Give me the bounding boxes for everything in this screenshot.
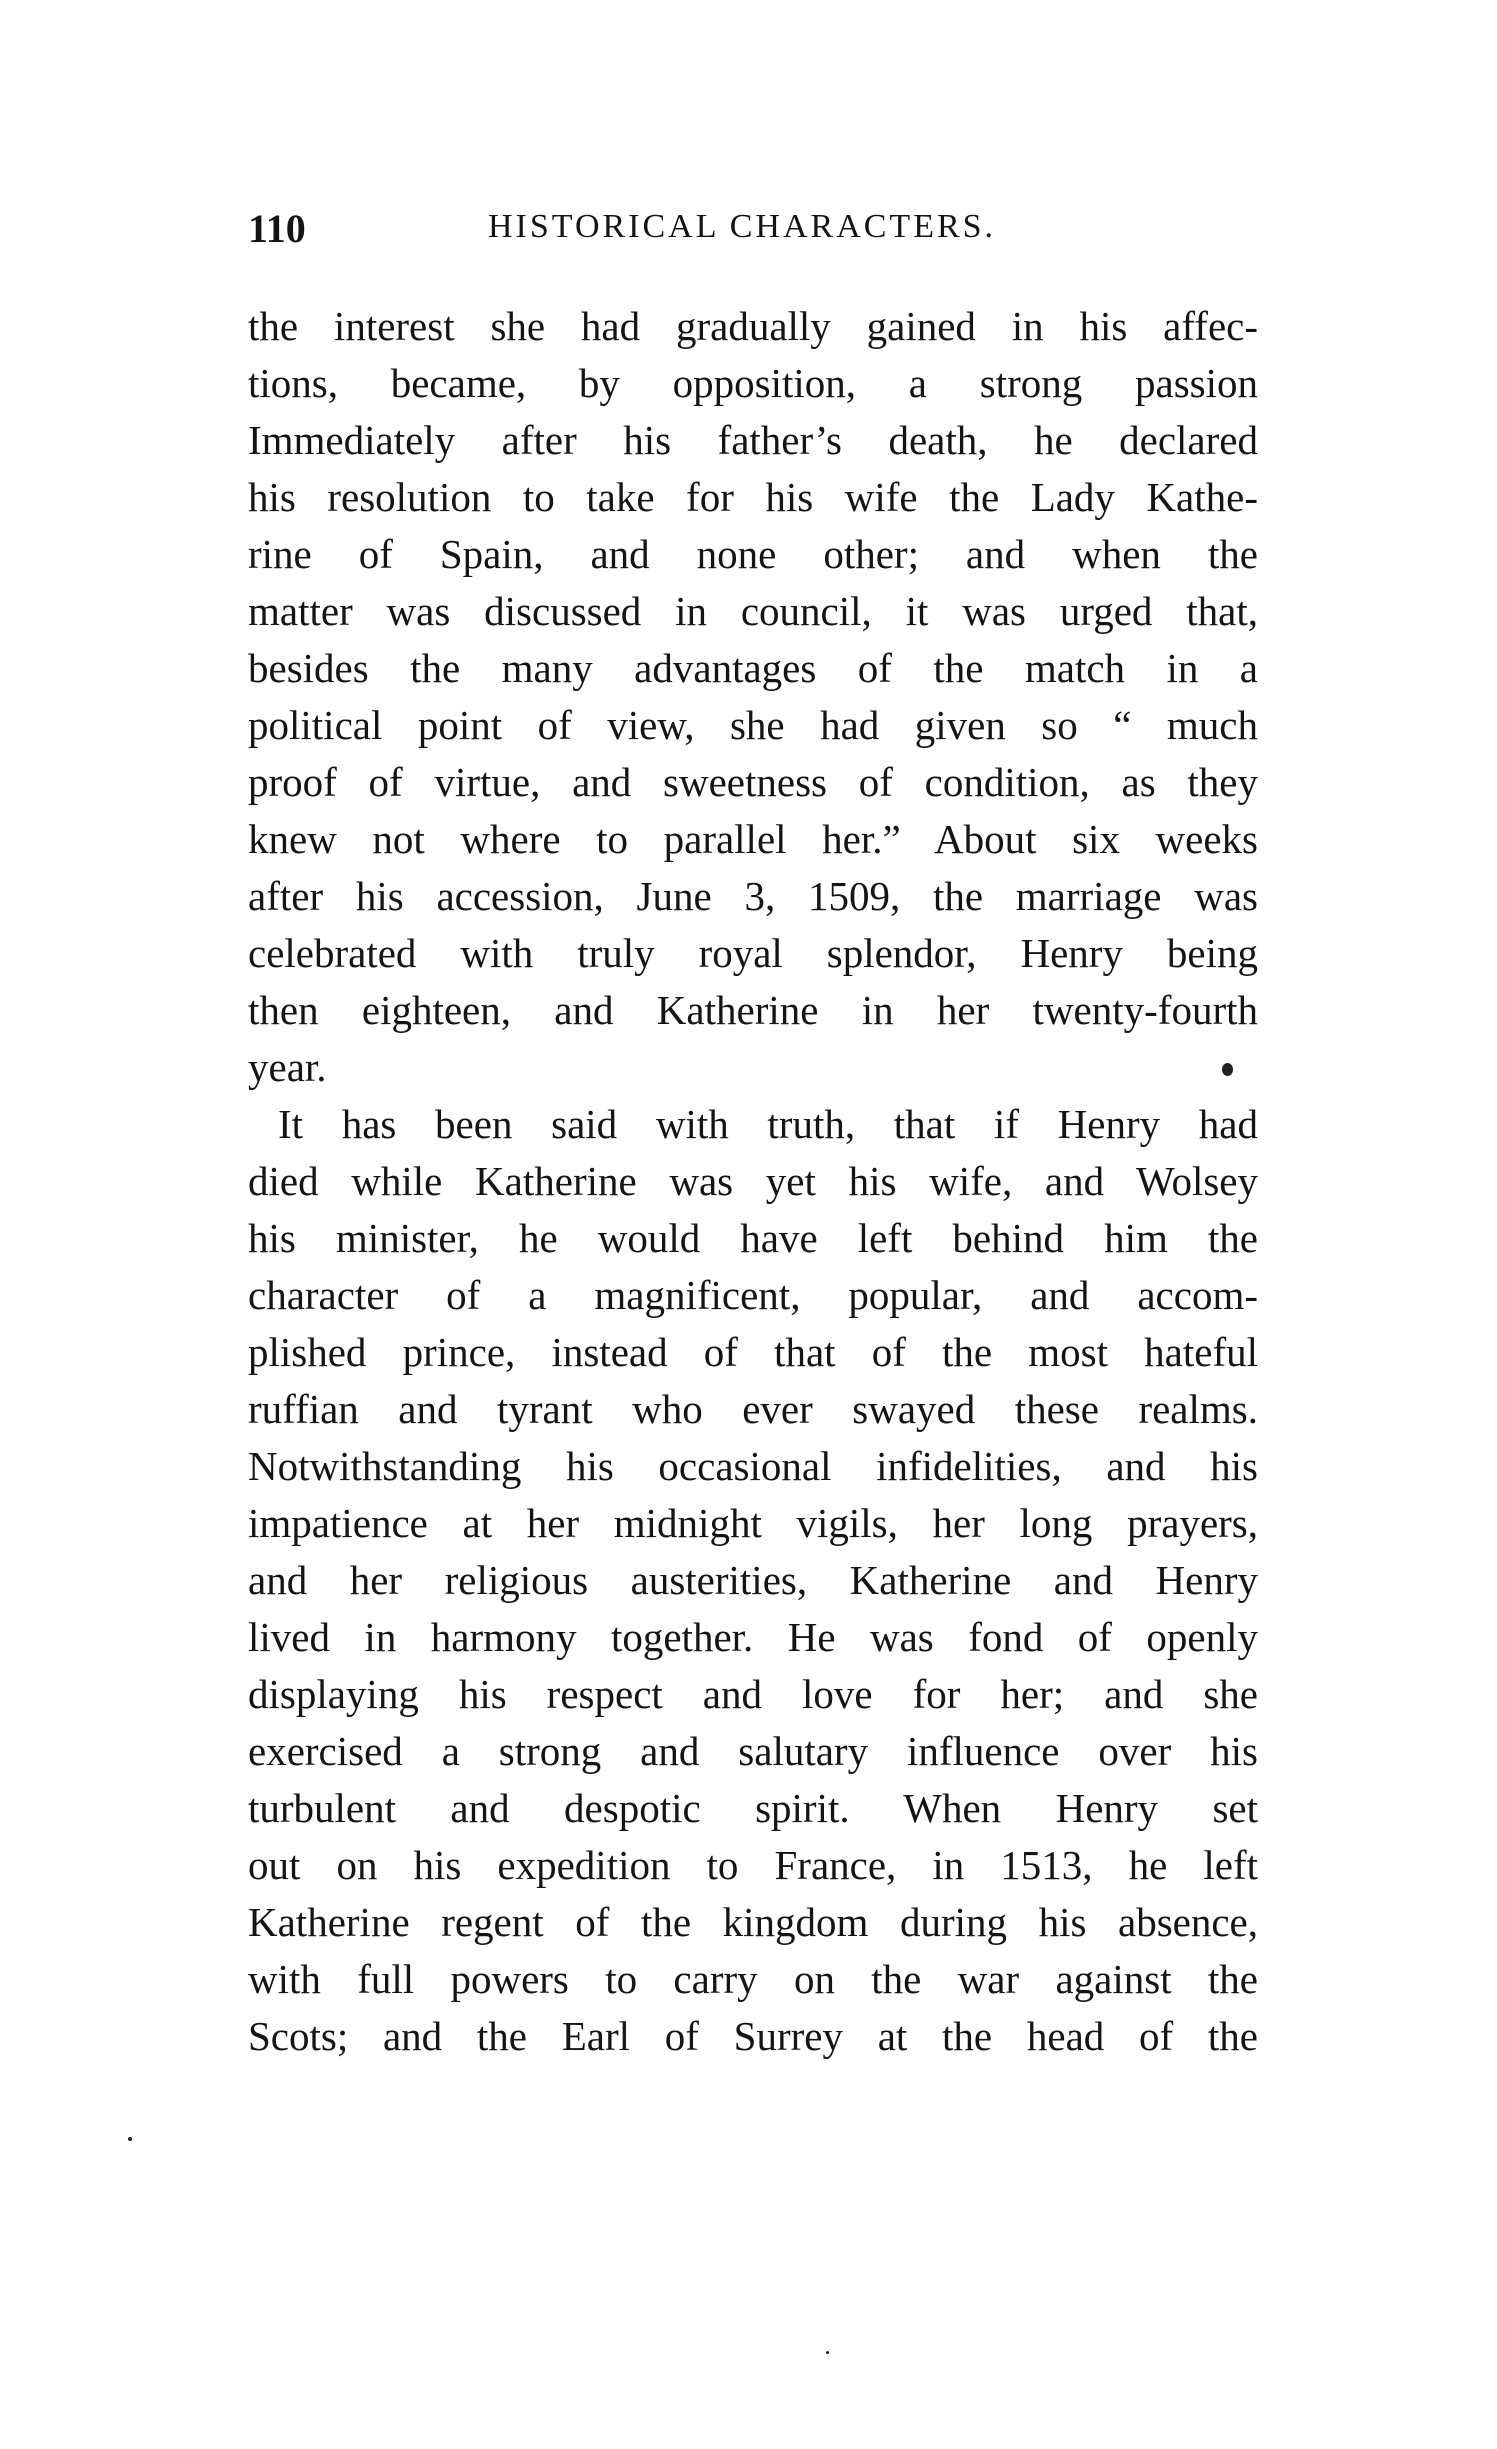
text-line: It has been said with truth, that if Henry had <box>278 1101 1258 1147</box>
text-line: then eighteen, and Katherine in her twenty-fourth <box>248 987 1258 1033</box>
text-line: with full powers to carry on the war against the <box>248 1956 1258 2002</box>
text-line: exercised a strong and salutary influence over his <box>248 1728 1258 1774</box>
text-line: his minister, he would have left behind him the <box>248 1215 1258 1261</box>
text-line: political point of view, she had given so “ much <box>248 702 1258 748</box>
ink-speck <box>1222 1063 1233 1076</box>
text-line: tions, became, by opposition, a strong passion <box>248 360 1258 406</box>
text-line: displaying his respect and love for her; and she <box>248 1671 1258 1717</box>
paragraph-1 <box>248 298 1258 1096</box>
paragraph-2 <box>248 1096 1258 2065</box>
text-line: died while Katherine was yet his wife, and Wolsey <box>248 1158 1258 1204</box>
text-line: Katherine regent of the kingdom during his absence, <box>248 1899 1258 1945</box>
text-line: matter was discussed in council, it was urged that, <box>248 588 1258 634</box>
text-line: his resolution to take for his wife the Lady Kathe- <box>248 474 1258 520</box>
text-line: lived in harmony together. He was fond of openly <box>248 1614 1258 1660</box>
text-line: Notwithstanding his occasional infidelities, and his <box>248 1443 1258 1489</box>
text-line: proof of virtue, and sweetness of condition, as they <box>248 759 1258 805</box>
text-line: year. <box>248 1044 327 1090</box>
text-line: knew not where to parallel her.” About six weeks <box>248 816 1258 862</box>
text-line: plished prince, instead of that of the most hateful <box>248 1329 1258 1375</box>
text-line: Scots; and the Earl of Surrey at the head of the <box>248 2013 1258 2059</box>
text-line: rine of Spain, and none other; and when the <box>248 531 1258 577</box>
text-line: ruffian and tyrant who ever swayed these realms. <box>248 1386 1258 1432</box>
text-line: after his accession, June 3, 1509, the marriage was <box>248 873 1258 919</box>
text-line: and her religious austerities, Katherine and Henry <box>248 1557 1258 1603</box>
text-line: the interest she had gradually gained in his affec- <box>248 303 1258 349</box>
ink-speck <box>128 2137 132 2141</box>
text-line: besides the many advantages of the match in a <box>248 645 1258 691</box>
text-line: turbulent and despotic spirit. When Henry set <box>248 1785 1258 1831</box>
text-line: celebrated with truly royal splendor, Henry being <box>248 930 1258 976</box>
running-head <box>248 205 1258 255</box>
ink-speck <box>826 2351 829 2354</box>
body-text <box>248 298 1258 2065</box>
running-title: HISTORICAL CHARACTERS. <box>488 208 997 245</box>
text-line: out on his expedition to France, in 1513, he left <box>248 1842 1258 1888</box>
text-line: Immediately after his father’s death, he declared <box>248 417 1258 463</box>
text-line: impatience at her midnight vigils, her long prayers, <box>248 1500 1258 1546</box>
page-number: 110 <box>248 206 306 251</box>
text-line: character of a magnificent, popular, and accom- <box>248 1272 1258 1318</box>
